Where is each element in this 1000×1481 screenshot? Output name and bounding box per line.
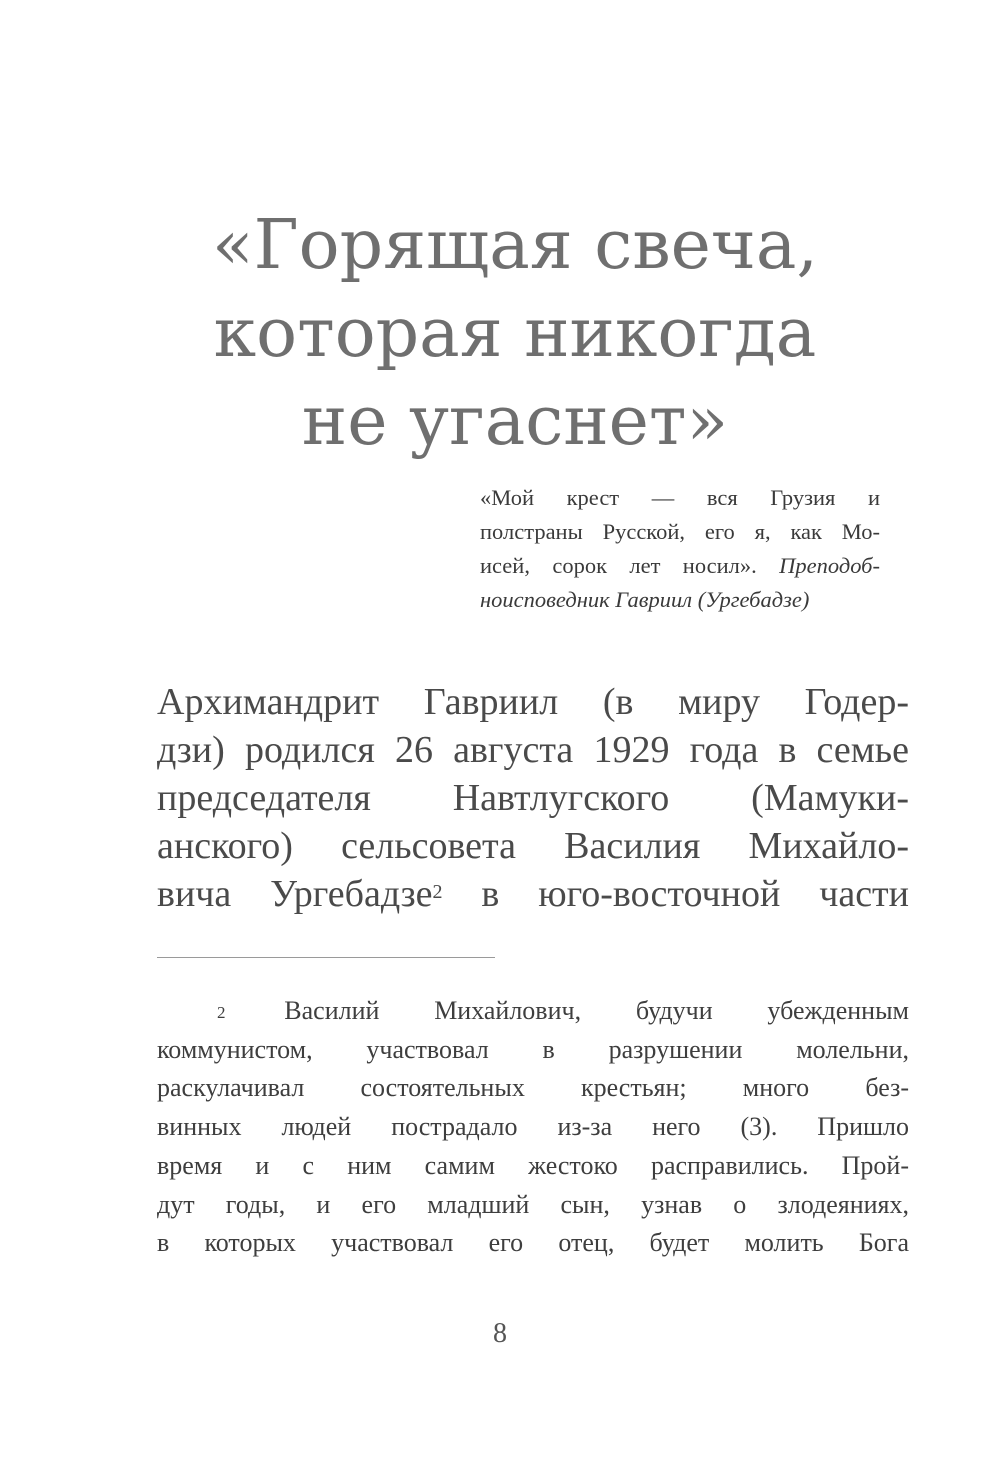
footnote-line: раскулачивал состоятельных крестьян; много без- bbox=[157, 1073, 909, 1103]
main-text-line bbox=[157, 870, 909, 918]
footnote-line: время и с ним самим жестоко расправились. Прой- bbox=[157, 1150, 909, 1180]
page-number: 8 bbox=[493, 1318, 507, 1349]
main-text bbox=[157, 678, 909, 918]
main-text-line: председателя Навтлугского (Мамуки- bbox=[157, 777, 909, 819]
epigraph-line bbox=[480, 583, 880, 617]
epigraph-quote-end: исей, сорок лет носил». bbox=[480, 553, 757, 578]
epigraph-attribution: Преподоб- bbox=[779, 553, 880, 578]
chapter-title bbox=[150, 202, 880, 466]
footnote-line: дут годы, и его младший сын, узнав о злодеяниях, bbox=[157, 1189, 909, 1219]
main-text-line: анского) сельсовета Василия Михайло- bbox=[157, 825, 909, 867]
chapter-title-line: которая никогда bbox=[213, 294, 817, 373]
main-text-fragment: вича Ургебадзе bbox=[157, 873, 433, 915]
chapter-title-line: «Горящая свеча, bbox=[212, 206, 818, 285]
chapter-title-line: не угаснет» bbox=[301, 382, 729, 461]
epigraph bbox=[480, 481, 880, 617]
footnote-line: коммунистом, участвовал в разрушении молельни, bbox=[157, 1034, 909, 1064]
footnote-line: винных людей пострадало из-за него (3). Пришло bbox=[157, 1112, 909, 1142]
main-text-line: дзи) родился 26 августа 1929 года в семье bbox=[157, 729, 909, 771]
epigraph-line bbox=[480, 549, 880, 583]
epigraph-line: полстраны Русской, его я, как Мо- bbox=[480, 519, 880, 544]
footnote-number: 2 bbox=[217, 1003, 226, 1022]
main-text-line: Архимандрит Гавриил (в миру Годер- bbox=[157, 681, 909, 723]
epigraph-attribution: ноисповедник Гавриил (Ургебадзе) bbox=[480, 587, 810, 612]
footnote-line: в которых участвовал его отец, будет молить Бога bbox=[157, 1228, 909, 1258]
main-text-fragment: в юго-восточной части bbox=[481, 873, 909, 915]
footnote-line-text: Василий Михайлович, будучи убежденным bbox=[284, 996, 909, 1025]
footnote bbox=[157, 992, 909, 1263]
footnote-divider bbox=[157, 957, 495, 958]
footnote-line bbox=[157, 992, 909, 1031]
footnote-reference[interactable]: 2 bbox=[432, 881, 443, 903]
epigraph-line: «Мой крест — вся Грузия и bbox=[480, 485, 880, 510]
